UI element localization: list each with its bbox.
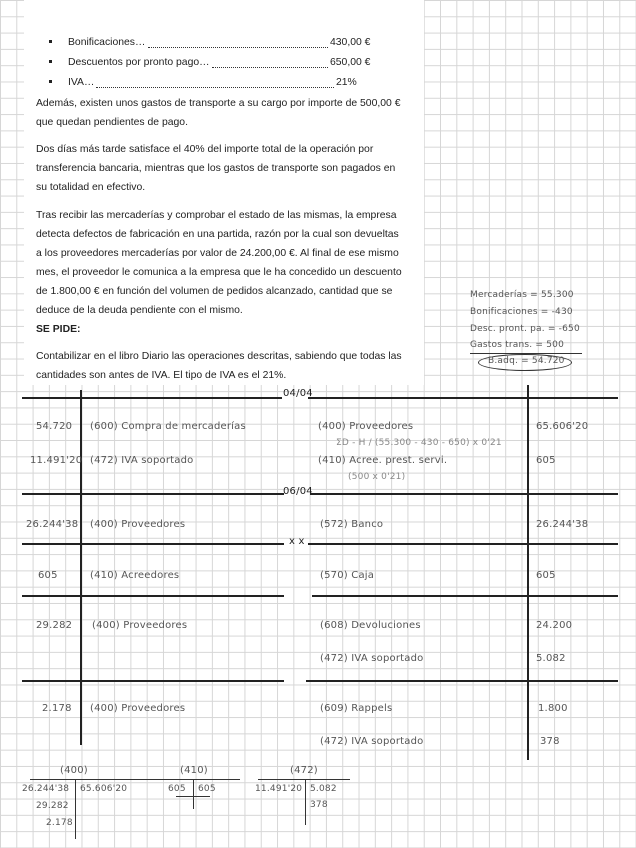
- calc-line: Gastos trans. = 500: [470, 340, 565, 350]
- debit-amount: 54.720: [36, 421, 73, 432]
- credit-account: (609) Rappels: [320, 703, 393, 714]
- journal-separator: [312, 595, 618, 597]
- journal-separator: [308, 397, 618, 399]
- bullet-value-bonificaciones: 430,00 €: [330, 37, 371, 48]
- credit-account: (472) IVA soportado: [320, 736, 424, 747]
- credit-account: (400) Proveedores: [318, 421, 414, 432]
- t-account-divider: [75, 779, 76, 839]
- debit-account: (400) Proveedores: [92, 620, 188, 631]
- bullet-value-iva: 21%: [336, 77, 357, 88]
- t-account-credit: 378: [310, 800, 328, 810]
- t-account-debit: 26.244'38: [22, 784, 70, 794]
- debit-account: (400) Proveedores: [90, 519, 186, 530]
- text-line: de 1.800,00 € en función del volumen de pedidos alcanzado, cantidad que se: [36, 286, 393, 297]
- debit-amount: 2.178: [42, 703, 72, 714]
- journal-separator: [22, 680, 284, 682]
- credit-account: (570) Caja: [320, 570, 375, 581]
- journal-debit-column-line: [80, 390, 82, 745]
- debit-account: (410) Acreedores: [90, 570, 180, 581]
- text-line: cantidades son antes de IVA. El tipo de IVA es el 21%.: [36, 370, 287, 381]
- t-account-title: (410): [180, 765, 208, 776]
- debit-amount: 29.282: [36, 620, 73, 631]
- credit-amount: 65.606'20: [536, 421, 589, 432]
- text-line: Tras recibir las mercaderías y comprobar el estado de las mismas, la empresa: [36, 210, 397, 221]
- t-account-title: (472): [290, 765, 318, 776]
- t-account-divider: [193, 779, 194, 809]
- calc-line: Desc. pront. pa. = -650: [470, 324, 580, 334]
- dot-leader: [96, 87, 334, 88]
- entry-date: 04/04: [283, 388, 313, 399]
- t-account-debit: 605: [168, 784, 186, 794]
- bullet-label-bonificaciones: Bonificaciones…: [68, 37, 146, 48]
- text-line: mes, el proveedor le comunica a la empresa que le ha concedido un descuento: [36, 267, 402, 278]
- journal-separator: [22, 397, 282, 399]
- credit-amount: 378: [540, 736, 560, 747]
- text-line: deduce de la deuda pendiente con el mismo.: [36, 305, 243, 316]
- bullet-label-descuentos: Descuentos por pronto pago…: [68, 57, 210, 68]
- credit-amount: 605: [536, 570, 556, 581]
- journal-credit-column-line: [527, 385, 529, 760]
- text-line: Dos días más tarde satisface el 40% del importe total de la operación por: [36, 144, 374, 155]
- text-line: su totalidad en efectivo.: [36, 182, 146, 193]
- se-pide-heading: SE PIDE:: [36, 324, 81, 335]
- credit-account: (472) IVA soportado: [320, 653, 424, 664]
- dot-leader: [148, 47, 328, 48]
- text-line: a los proveedores mercaderías por valor de 24.200,00 €. Al final de ese mismo: [36, 248, 399, 259]
- journal-separator: [22, 543, 284, 545]
- credit-account: (572) Banco: [320, 519, 384, 530]
- debit-account: (400) Proveedores: [90, 703, 186, 714]
- t-account-credit: 605: [198, 784, 216, 794]
- debit-amount: 26.244'38: [26, 519, 79, 530]
- entry-date: x x: [289, 536, 305, 547]
- t-account-credit: 5.082: [310, 784, 337, 794]
- t-account-divider: [305, 779, 306, 825]
- credit-amount: 5.082: [536, 653, 566, 664]
- journal-separator: [22, 595, 284, 597]
- text-line: Contabilizar en el libro Diario las operaciones descritas, sabiendo que todas las: [36, 351, 402, 362]
- debit-account: (600) Compra de mercaderías: [90, 421, 246, 432]
- journal-separator: [306, 680, 618, 682]
- bullet-label-iva: IVA…: [68, 77, 95, 88]
- t-account-top-line: [258, 779, 350, 780]
- credit-amount: 24.200: [536, 620, 573, 631]
- journal-separator: [310, 493, 618, 495]
- journal-separator: [308, 543, 618, 545]
- text-line: detecta defectos de fabricación en una partida, razón por la cual son devueltas: [36, 229, 399, 240]
- calc-note: (500 x 0'21): [348, 472, 406, 482]
- debit-account: (472) IVA soportado: [90, 455, 194, 466]
- calc-note: ΣD - H / (55.300 - 430 - 650) x 0'21: [336, 438, 502, 448]
- t-account-top-line: [30, 779, 150, 780]
- credit-account: (410) Acree. prest. servi.: [318, 455, 448, 466]
- t-account-balance-line: [176, 796, 210, 797]
- credit-amount: 1.800: [538, 703, 568, 714]
- journal-separator: [22, 493, 284, 495]
- t-account-title: (400): [60, 765, 88, 776]
- t-account-credit: 65.606'20: [80, 784, 128, 794]
- entry-date: 06/04: [283, 486, 313, 497]
- calc-line: Bonificaciones = -430: [470, 307, 573, 317]
- bullet-value-descuentos: 650,00 €: [330, 57, 371, 68]
- credit-account: (608) Devoluciones: [320, 620, 421, 631]
- calc-total: B.adq. = 54.720: [488, 356, 565, 366]
- text-line: que quedan pendientes de pago.: [36, 117, 188, 128]
- t-account-debit: 29.282: [36, 801, 69, 811]
- text-line: transferencia bancaria, mientras que los gastos de transporte son pagados en: [36, 163, 396, 174]
- credit-amount: 26.244'38: [536, 519, 589, 530]
- t-account-top-line: [150, 779, 240, 780]
- t-account-debit: 11.491'20: [255, 784, 303, 794]
- debit-amount: 605: [38, 570, 58, 581]
- t-account-debit: 2.178: [46, 818, 73, 828]
- dot-leader: [212, 67, 328, 68]
- text-line: Además, existen unos gastos de transporte a su cargo por importe de 500,00 €: [36, 98, 401, 109]
- credit-amount: 605: [536, 455, 556, 466]
- calc-line: Mercaderías = 55.300: [470, 290, 574, 300]
- debit-amount: 11.491'20: [30, 455, 83, 466]
